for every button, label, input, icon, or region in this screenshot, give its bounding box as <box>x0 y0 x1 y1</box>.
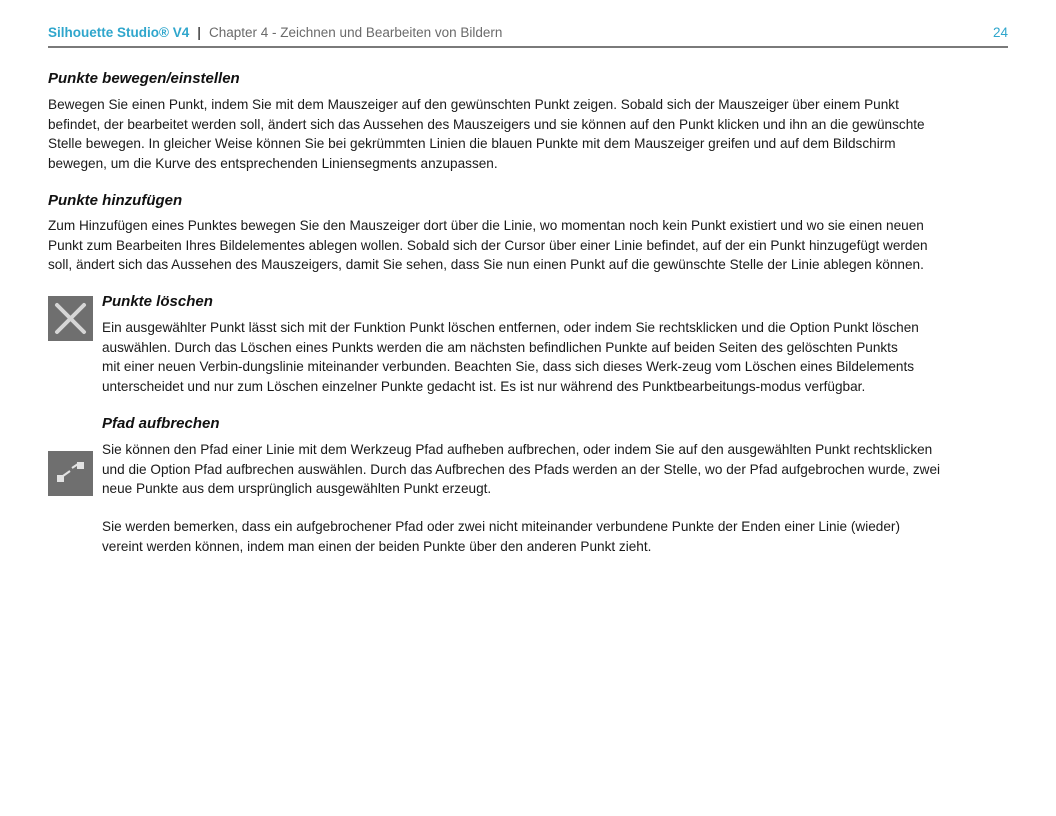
text-line: Punkt zum Bearbeiten Ihres Bildelementes ablegen wollen. Sobald sich der Cursor über einer Linie befindet, auf der ein Punkt hinzugefügt werden <box>48 237 928 253</box>
text-line: und die Option Pfad aufbrechen auswählen. Durch das Aufbrechen des Pfads werden an der Stelle, wo der Pfad aufgebrochen wurde, zwei <box>102 461 941 477</box>
delete-point-x-icon-graphic <box>48 296 93 341</box>
header-separator: | <box>197 25 201 40</box>
section-title-add: Punkte hinzufügen <box>48 192 183 209</box>
text-line: Bewegen Sie einen Punkt, indem Sie mit dem Mauszeiger auf den gewünschten Punkt zeigen. Sobald sich der Mauszeiger über einem Punkt <box>48 97 899 112</box>
chapter-title: Chapter 4 - Zeichnen und Bearbeiten von Bildern <box>208 25 503 40</box>
text-line: unterscheidet und nur zum Löschen einzelner Punkte gedacht ist. Es ist nur während des Punktbearbeitungs-modus verfügbar. <box>102 378 866 394</box>
text-line: mit einer neuen Verbin-dungslinie miteinander verbunden. Beachten Sie, dass sich dieses Werk-zeug vom Löschen eines Bildelements <box>102 359 915 375</box>
section-body-break <box>102 440 940 499</box>
brand-title: Silhouette Studio® V4 <box>48 25 190 40</box>
text-line: Ein ausgewählter Punkt lässt sich mit der Funktion Punkt löschen entfernen, oder indem Sie rechtsklicken und die Option Punkt löschen <box>102 320 919 335</box>
text-line: bewegen, um die Kurve des entsprechenden Liniensegments anzupassen. <box>48 155 498 171</box>
page-number: 24 <box>992 25 1008 40</box>
delete-point-x-icon <box>48 296 93 341</box>
page-header <box>48 24 1008 48</box>
section-body-delete <box>102 318 919 396</box>
break-path-icon-graphic <box>48 451 93 496</box>
text-line: Zum Hinzufügen eines Punktes bewegen Sie den Mauszeiger dort über die Linie, wo momentan noch kein Punkt existiert und wo sie einen neuen <box>48 218 924 233</box>
text-line: befindet, der bearbeitet werden soll, ändert sich das Aussehen des Mauszeigers und sie können auf den Punkt klicken und ihn an die gewünschte <box>48 116 925 132</box>
section-note-break <box>102 517 900 556</box>
break-path-icon <box>48 451 93 496</box>
section-title-move: Punkte bewegen/einstellen <box>48 70 240 87</box>
text-line: soll, ändert sich das Aussehen des Mauszeigers, damit Sie sehen, dass Sie nun einen Punkt auf die gewünschte Stelle der Linie ablegen können. <box>48 257 924 273</box>
section-body-add <box>48 216 928 275</box>
section-body-move <box>48 95 925 173</box>
text-line: Sie können den Pfad einer Linie mit dem Werkzeug Pfad aufheben aufbrechen, oder indem Sie auf den ausgewählten Punkt rechtsklicken <box>102 442 933 457</box>
text-line: Sie werden bemerken, dass ein aufgebrochener Pfad oder zwei nicht miteinander verbundene Punkte der Enden einer Linie (wieder) <box>102 519 900 534</box>
section-title-break: Pfad aufbrechen <box>102 415 220 432</box>
text-line: auswählen. Durch das Löschen eines Punkts werden die am nächsten befindlichen Punkte auf beiden Seiten des gelöschten Punkts <box>102 339 898 355</box>
text-line: Stelle bewegen. In gleicher Weise können Sie bei gekrümmten Linien die blauen Punkte mit dem Mauszeiger greifen und auf dem Bildschirm <box>48 136 896 152</box>
text-line: neue Punkte aus dem ursprünglich ausgewählten Punkt erzeugt. <box>102 481 492 497</box>
section-title-delete: Punkte löschen <box>102 293 213 310</box>
text-line: vereint werden können, indem man einen der beiden Punkte über den anderen Punkt zieht. <box>102 538 652 554</box>
